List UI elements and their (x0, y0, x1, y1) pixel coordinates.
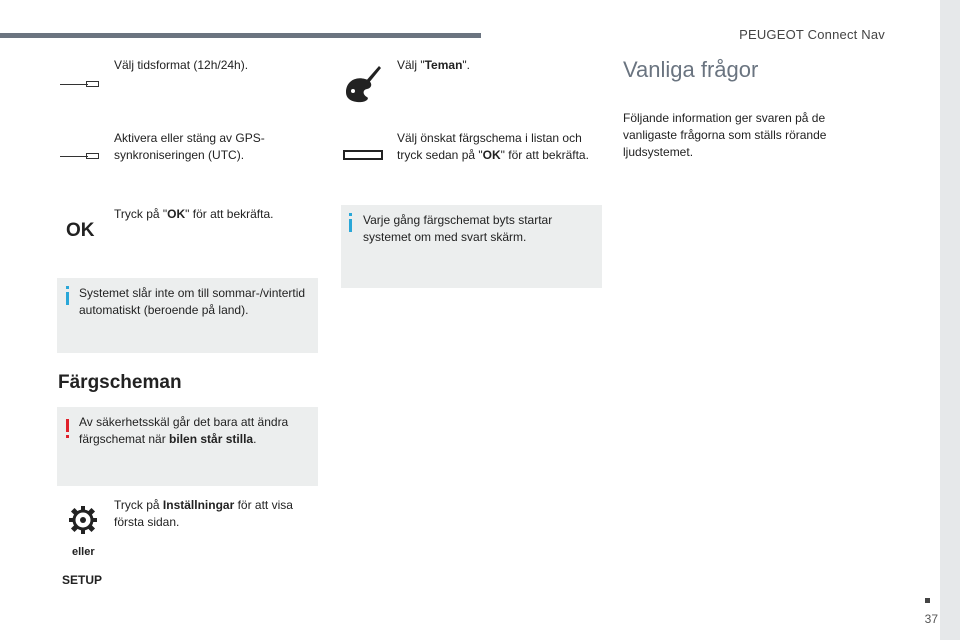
palette-icon (343, 62, 383, 104)
faq-intro: Följande information ger svaren på de vanligaste frågorna som ställs rörande ljudsystemet. (623, 111, 827, 159)
warning-text: Av säkerhetsskäl går det bara att ändra färgschemat när bilen står stilla. (79, 415, 289, 446)
top-rule (0, 33, 481, 38)
step-settings: Tryck på Inställningar för att visa första sidan. (114, 498, 293, 529)
step-select-scheme: Välj önskat färgschema i listan och tryck sedan på "OK" för att bekräfta. (397, 131, 589, 162)
side-strip (940, 0, 960, 640)
page-marker (925, 598, 930, 603)
section-heading-colors: Färgscheman (58, 372, 182, 393)
list-item-icon (343, 150, 383, 160)
step-time-format: Välj tidsformat (12h/24h). (114, 58, 249, 72)
page-header: PEUGEOT Connect Nav (739, 27, 885, 42)
or-label: eller (72, 546, 95, 558)
gear-icon (68, 505, 98, 535)
step-gps-sync: Aktivera eller stäng av GPS-synkroniseringen (UTC). (114, 131, 265, 162)
ok-icon: OK (66, 220, 95, 241)
info-dst-text: Systemet slår inte om till sommar-/vintertid automatiskt (beroende på land). (79, 286, 306, 317)
step-confirm: Tryck på "OK" för att bekräfta. (114, 207, 274, 221)
step-select-themes: Välj "Teman". (397, 58, 470, 72)
setup-label: SETUP (62, 573, 103, 587)
page-number: 37 (924, 612, 938, 626)
info-restart-text: Varje gång färgschemat byts startar systemet om med svart skärm. (363, 213, 553, 244)
section-heading-faq: Vanliga frågor (623, 57, 759, 82)
